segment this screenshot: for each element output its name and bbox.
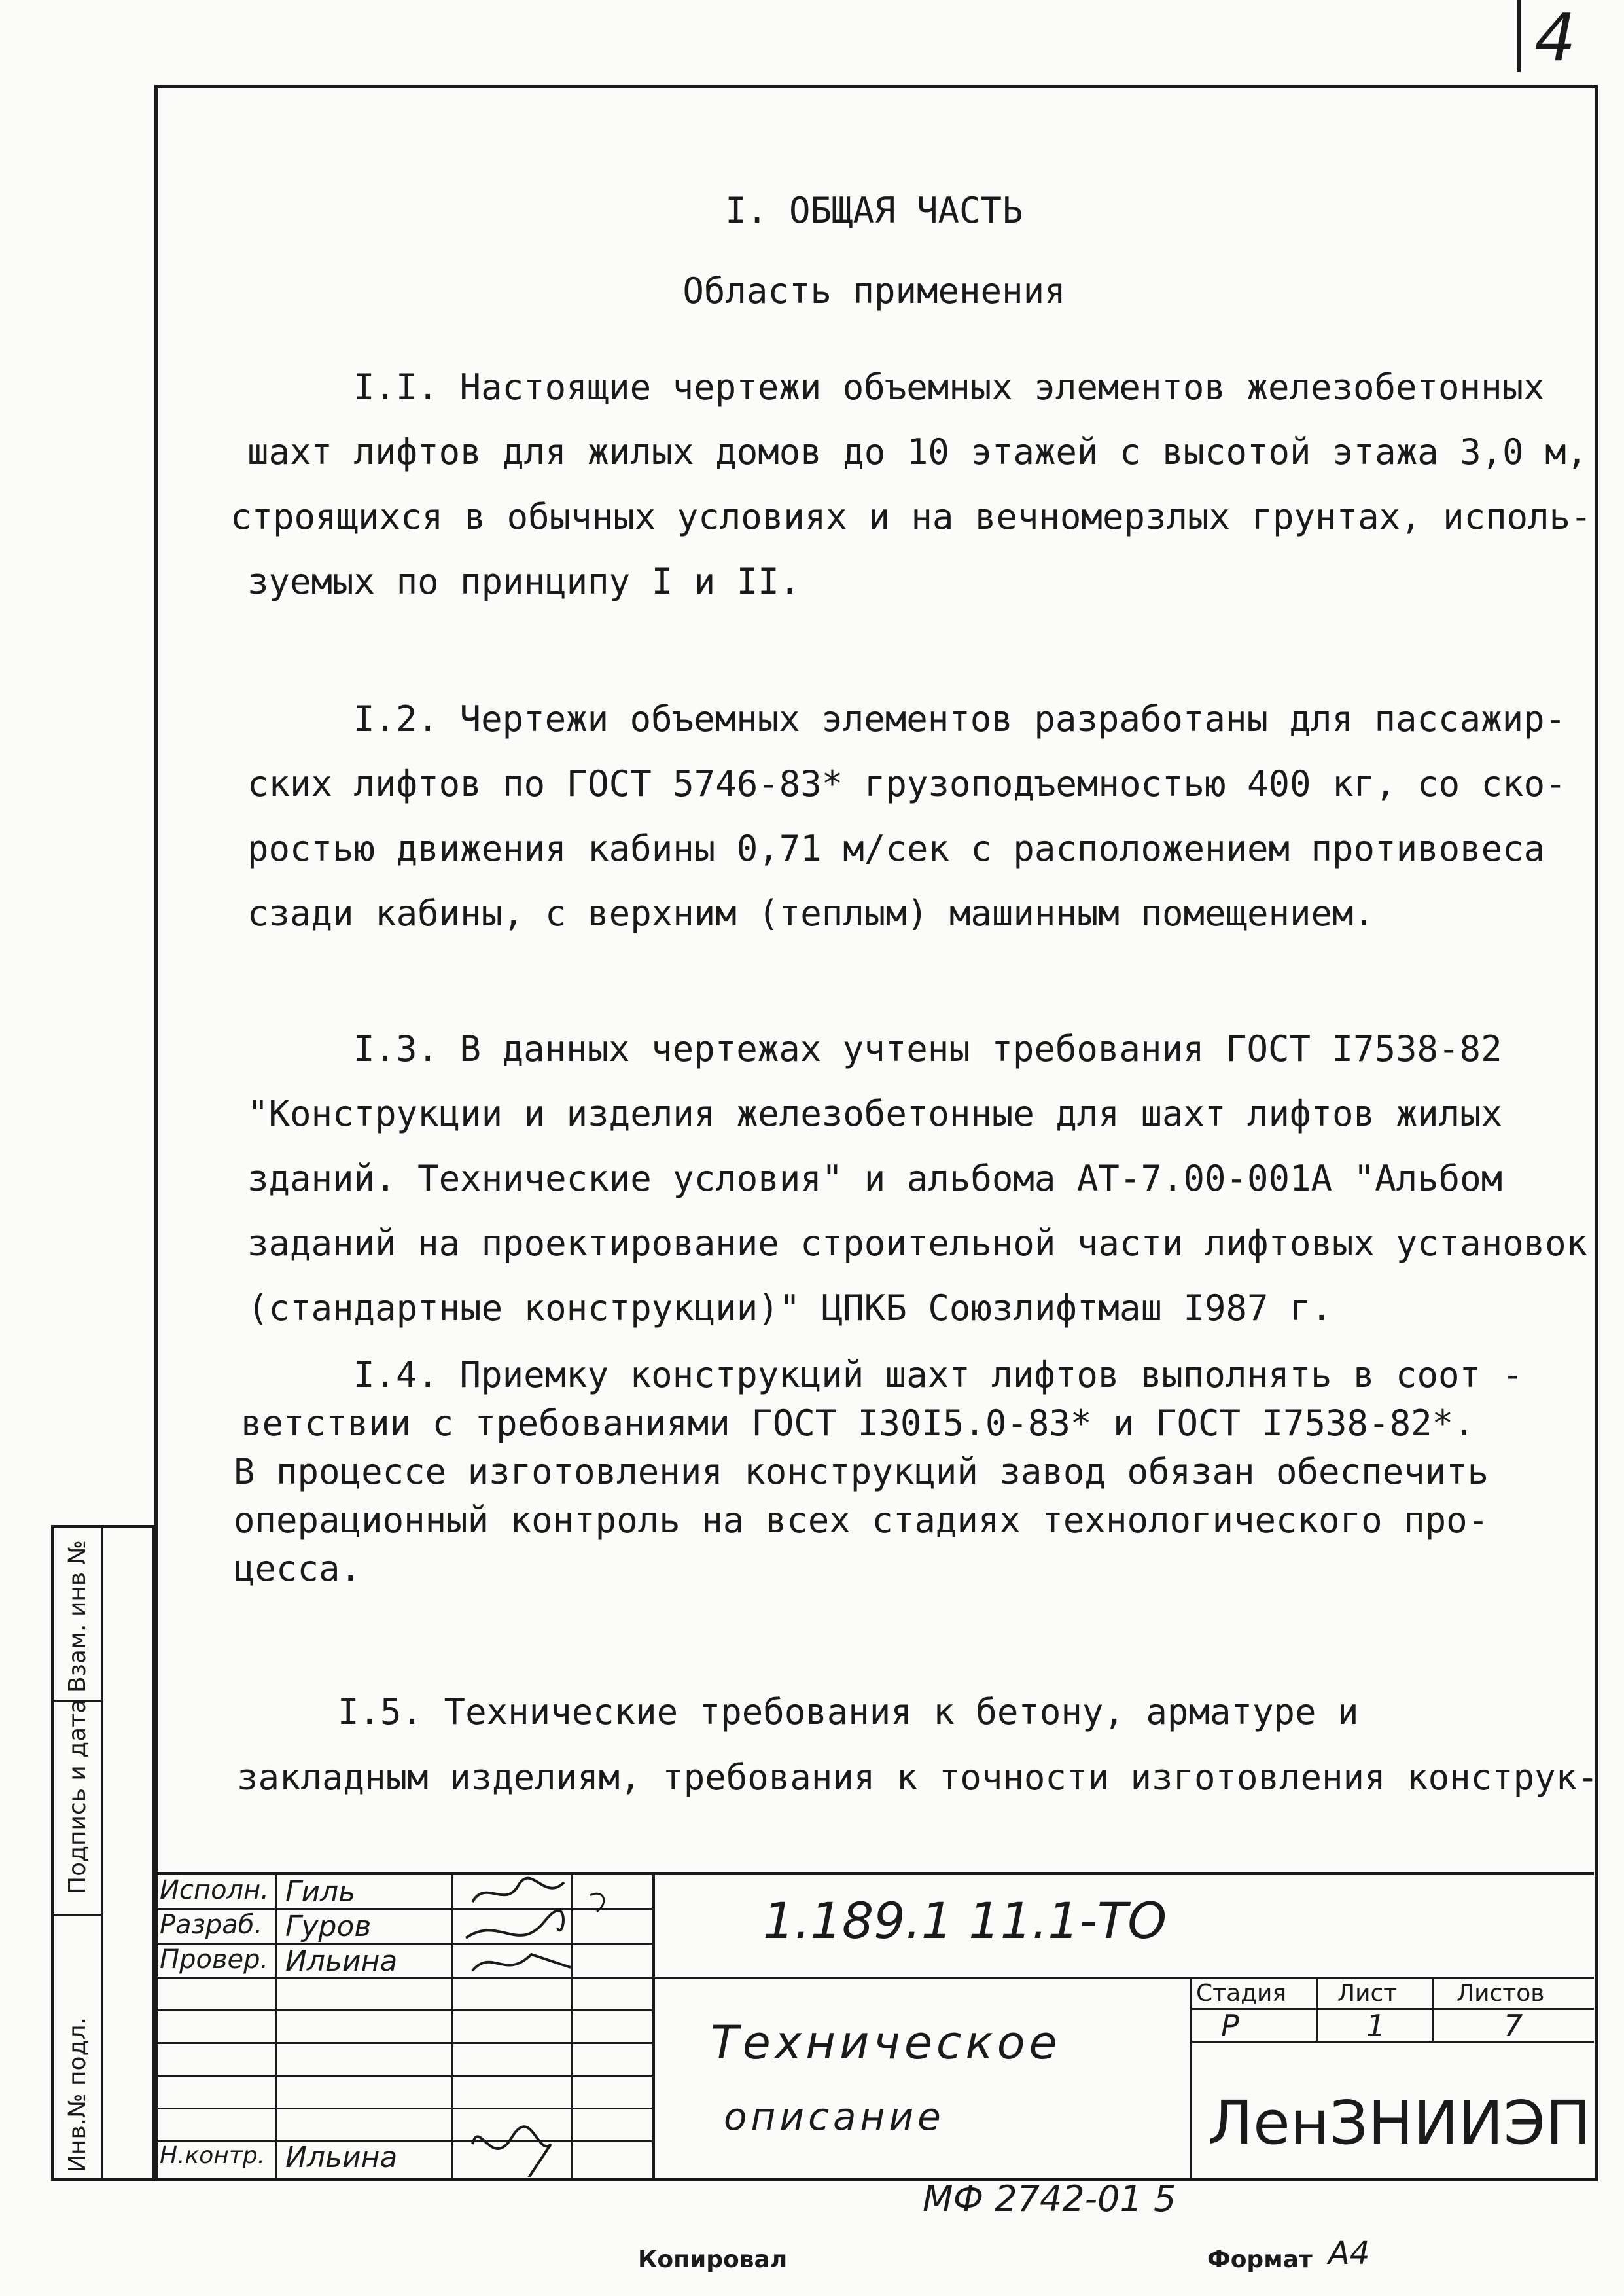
- signature-mark: [590, 1893, 604, 1912]
- signatures: [459, 1876, 643, 2177]
- signature-razrab: [466, 1910, 563, 1938]
- role-ispoln: Исполн.: [160, 1875, 269, 1905]
- side-stamp-inv-orig: Инв.№ подл.: [64, 2017, 91, 2172]
- format-value: А4: [1328, 2235, 1370, 2272]
- para-4-line-5: цесса.: [234, 1548, 362, 1589]
- sheet-value: 1: [1366, 2008, 1386, 2043]
- para-1-line-3: строящихся в обычных условиях и на вечномерзлых грунтах, исполь-: [230, 496, 1592, 537]
- para-2-line-4: сзади кабины, с верхним (теплым) машинным помещением.: [247, 893, 1375, 934]
- role-razrab: Разраб.: [160, 1910, 263, 1940]
- para-5-line-2: закладным изделиям, требования к точности изготовления конструк-: [237, 1757, 1598, 1798]
- para-2-line-2: ских лифтов по ГОСТ 5746-83* грузоподъемностью 400 кг, со ско-: [247, 763, 1566, 804]
- name-ispoln: Гиль: [285, 1875, 356, 1909]
- doc-code: 1.189.1 11.1-ТО: [763, 1892, 1167, 1950]
- name-prover: Ильина: [285, 1945, 398, 1978]
- para-3-line-5: (стандартные конструкции)" ЦПКБ Союзлифтмаш I987 г.: [247, 1287, 1333, 1329]
- format-label: Формат: [1207, 2246, 1313, 2273]
- name-razrab: Гуров: [285, 1910, 372, 1943]
- para-1-line-1: I.I. Настоящие чертежи объемных элементов железобетонных: [353, 367, 1545, 408]
- sheet-label: Лист: [1337, 1980, 1398, 2007]
- signature-nkontr: [472, 2126, 551, 2177]
- side-stamp-sign-date: Подпись и дата: [64, 1698, 91, 1894]
- role-prover: Провер.: [160, 1945, 269, 1975]
- para-4-line-2: ветствии с требованиями ГОСТ I30I5.0-83* и ГОСТ I7538-82*.: [241, 1403, 1475, 1444]
- name-nkontr: Ильина: [285, 2141, 398, 2174]
- sheets-label: Листов: [1456, 1980, 1545, 2007]
- para-1-line-2: шахт лифтов для жилых домов до 10 этажей с высотой этажа 3,0 м,: [247, 431, 1588, 473]
- subsection-title: Область применения: [682, 270, 1066, 312]
- organization: ЛенЗНИИЭП: [1208, 2088, 1591, 2158]
- page-number: 4: [1534, 0, 1576, 76]
- role-nkontr: Н.контр.: [160, 2142, 266, 2169]
- para-4-line-4: операционный контроль на всех стадиях технологического про-: [234, 1499, 1489, 1541]
- para-3-line-4: заданий на проектирование строительной части лифтовых установок: [247, 1223, 1588, 1264]
- para-4-line-3: В процессе изготовления конструкций завод обязан обеспечить: [234, 1451, 1489, 1492]
- para-3-line-2: "Конструкции и изделия железобетонные для шахт лифтов жилых: [247, 1093, 1503, 1134]
- para-1-line-4: зуемых по принципу I и II.: [247, 561, 801, 602]
- signature-ispoln: [472, 1878, 564, 1902]
- side-stamp: [51, 1525, 154, 2181]
- sheets-value: 7: [1504, 2008, 1523, 2043]
- copied-label: Копировал: [638, 2246, 788, 2273]
- archive-number: МФ 2742-01 5: [923, 2178, 1176, 2219]
- page-corner-rule: [1517, 0, 1521, 72]
- doc-title-line-1: Техническое: [711, 2016, 1061, 2070]
- para-4-line-1: I.4. Приемку конструкций шахт лифтов выполнять в соот -: [353, 1354, 1524, 1395]
- stage-label: Стадия: [1196, 1980, 1287, 2007]
- para-2-line-3: ростью движения кабины 0,71 м/сек с расположением противовеса: [247, 828, 1545, 869]
- para-3-line-1: I.3. В данных чертежах учтены требования ГОСТ I7538-82: [353, 1028, 1502, 1069]
- para-3-line-3: зданий. Технические условия" и альбома АТ-7.00-001А "Альбом: [247, 1158, 1503, 1199]
- side-stamp-vzam-inv: Взам. инв №: [64, 1540, 91, 1693]
- doc-title-line-2: описание: [724, 2094, 945, 2139]
- section-title: I. ОБЩАЯ ЧАСТЬ: [725, 190, 1023, 231]
- para-2-line-1: I.2. Чертежи объемных элементов разработаны для пассажир-: [353, 698, 1566, 740]
- stage-value: Р: [1221, 2008, 1239, 2043]
- para-5-line-1: I.5. Технические требования к бетону, арматуре и: [338, 1691, 1359, 1732]
- title-block: [154, 1872, 1594, 2181]
- signature-prover: [472, 1954, 571, 1971]
